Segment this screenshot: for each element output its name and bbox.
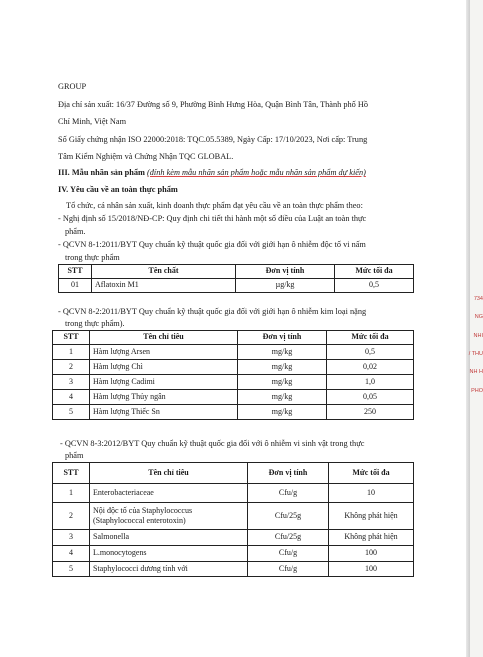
header-max: Mức tối đa — [335, 265, 414, 279]
qcvn3-line-2: phẩm — [65, 451, 84, 460]
cell-unit: mg/kg — [238, 375, 327, 390]
cell-name: Enterobacteriaceae — [90, 484, 248, 503]
cell-unit: Cfu/g — [248, 562, 329, 577]
table-header-row — [53, 463, 414, 484]
cell-max: 10 — [329, 484, 414, 503]
cell-stt: 3 — [53, 375, 90, 390]
cell-stt: 5 — [53, 562, 90, 577]
group-line: GROUP — [58, 82, 87, 91]
cell-stt: 2 — [53, 503, 90, 530]
header-name: Tên chỉ tiêu — [90, 463, 248, 484]
cell-name: Nội độc tố của Staphylococcus (Staphylococcal enterotoxin) — [90, 503, 248, 530]
section-iv-intro: Tổ chức, cá nhân sản xuất, kinh doanh thực phẩm đạt yêu cầu về an toàn thực phẩm theo: — [66, 201, 363, 210]
stamp-fragment: / THU — [468, 350, 483, 357]
address-line-1: Địa chỉ sản xuất: 16/37 Đường số 9, Phường Bình Hưng Hòa, Quận Bình Tân, Thành phố Hồ — [58, 100, 369, 109]
header-stt: STT — [59, 265, 92, 279]
cell-name: Hàm lượng Chì — [90, 360, 238, 375]
table-row — [53, 546, 414, 562]
table-row — [53, 484, 414, 503]
cell-stt: 4 — [53, 390, 90, 405]
header-unit: Đơn vị tính — [236, 265, 335, 279]
table-row — [53, 360, 414, 375]
table-row — [53, 390, 414, 405]
table-header-row — [59, 265, 414, 279]
cell-unit: Cfu/g — [248, 546, 329, 562]
table-row — [53, 562, 414, 577]
cell-stt: 2 — [53, 360, 90, 375]
cell-unit: Cfu/25g — [248, 503, 329, 530]
table-header-row — [53, 331, 414, 345]
stamp-fragment: PHO — [471, 387, 483, 394]
stamp-fragment: NH H — [469, 369, 483, 376]
cell-unit: mg/kg — [238, 390, 327, 405]
cell-unit: Cfu/25g — [248, 530, 329, 546]
heavy-metal-table — [52, 330, 414, 420]
cell-unit: mg/kg — [238, 405, 327, 420]
header-unit: Đơn vị tính — [248, 463, 329, 484]
table-row — [53, 503, 414, 530]
cell-name: Staphylococci dương tính với — [90, 562, 248, 577]
table-row — [53, 530, 414, 546]
cell-stt: 3 — [53, 530, 90, 546]
iso-line-2: Tâm Kiểm Nghiệm và Chứng Nhận TQC GLOBAL. — [58, 152, 234, 161]
cell-max: Không phát hiện — [329, 503, 414, 530]
address-line-2: Chí Minh, Việt Nam — [58, 117, 127, 126]
cell-name: Hàm lượng Cadimi — [90, 375, 238, 390]
cell-name: Hàm lượng Arsen — [90, 345, 238, 360]
qcvn1-line-2: trong thực phẩm — [65, 253, 120, 262]
cell-max: 0,5 — [335, 279, 414, 293]
cell-max: 0,5 — [327, 345, 414, 360]
microbiology-table — [52, 462, 414, 577]
decree-line-1: - Nghị định số 15/2018/NĐ-CP: Quy định chi tiết thi hành một số điều của Luật an toàn thực — [58, 214, 367, 223]
header-stt: STT — [53, 331, 90, 345]
iso-line-1: Số Giấy chứng nhận ISO 22000:2018: TQC.05.5389, Ngày Cấp: 17/10/2023, Nơi cấp: Trung — [58, 135, 368, 144]
mycotoxin-table — [58, 264, 414, 293]
cell-name: Aflatoxin M1 — [92, 279, 236, 293]
cell-stt: 01 — [59, 279, 92, 293]
qcvn2-line-2: trong thực phẩm). — [65, 319, 125, 328]
section-iv-title: IV. Yêu cầu về an toàn thực phẩm — [58, 185, 178, 194]
cell-max: 250 — [327, 405, 414, 420]
header-stt: STT — [53, 463, 90, 484]
table-row — [53, 405, 414, 420]
header-unit: Đơn vị tính — [238, 331, 327, 345]
cell-stt: 4 — [53, 546, 90, 562]
cell-name: L.monocytogens — [90, 546, 248, 562]
cell-unit: mg/kg — [238, 360, 327, 375]
margin-stamp — [462, 296, 483, 421]
table-row — [59, 279, 414, 293]
qcvn2-line-1: - QCVN 8-2:2011/BYT Quy chuẩn kỹ thuật quốc gia đối với giới hạn ô nhiễm kim loại nặng — [58, 307, 367, 316]
stamp-fragment: NG — [474, 314, 483, 321]
section-iii-title: III. Mẫu nhãn sản phẩm — [58, 168, 145, 177]
qcvn3-line-1: - QCVN 8-3:2012/BYT Quy chuẩn kỹ thuật quốc gia đối với ô nhiễm vi sinh vật trong thực — [60, 439, 365, 448]
cell-max: 100 — [329, 546, 414, 562]
cell-name: Hàm lượng Thiếc Sn — [90, 405, 238, 420]
cell-unit: mg/kg — [238, 345, 327, 360]
header-max: Mức tối đa — [327, 331, 414, 345]
header-name: Tên chỉ tiêu — [90, 331, 238, 345]
section-iii-heading — [58, 168, 366, 179]
cell-max: Không phát hiện — [329, 530, 414, 546]
table-row — [53, 375, 414, 390]
header-name: Tên chất — [92, 265, 236, 279]
cell-unit: Cfu/g — [248, 484, 329, 503]
cell-name: Salmonella — [90, 530, 248, 546]
cell-max: 0,02 — [327, 360, 414, 375]
cell-stt: 1 — [53, 345, 90, 360]
cell-max: 100 — [329, 562, 414, 577]
qcvn1-line-1: - QCVN 8-1:2011/BYT Quy chuẩn kỹ thuật quốc gia đối với giới hạn ô nhiễm độc tố vi nấm — [58, 240, 366, 249]
cell-stt: 5 — [53, 405, 90, 420]
stamp-fragment: NHI — [473, 332, 483, 339]
decree-line-2: phẩm. — [65, 227, 86, 236]
cell-max: 0,05 — [327, 390, 414, 405]
stamp-fragment: 734 — [473, 296, 483, 302]
section-iii-note: (đính kèm mẫu nhãn sản phẩm hoặc mẫu nhãn sản phẩm dự kiến) — [147, 168, 366, 177]
cell-max: 1,0 — [327, 375, 414, 390]
cell-name: Hàm lượng Thủy ngân — [90, 390, 238, 405]
table-row — [53, 345, 414, 360]
header-max: Mức tối đa — [329, 463, 414, 484]
cell-stt: 1 — [53, 484, 90, 503]
cell-unit: µg/kg — [236, 279, 335, 293]
